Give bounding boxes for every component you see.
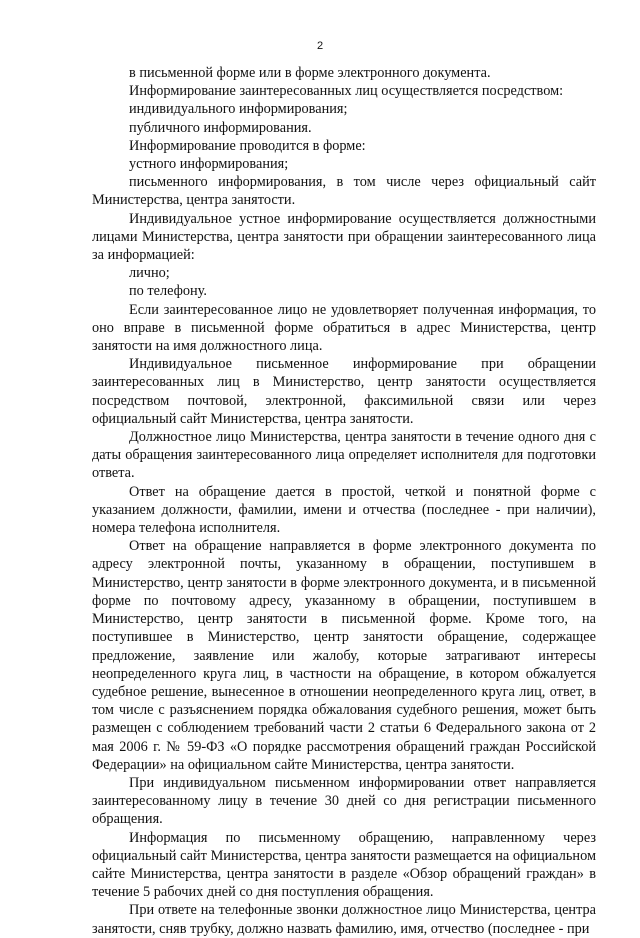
paragraph: Должностное лицо Министерства, центра занятости в течение одного дня с даты обращения заинтересованного лица определяет исполнителя для подготовки ответа. <box>92 429 596 482</box>
document-body <box>92 64 596 938</box>
paragraph: Если заинтересованное лицо не удовлетворяет полученная информация, то оно вправе в письменной форме обратиться в адрес Министерства, центр занятости на имя должностного лица. <box>92 301 596 355</box>
paragraph: Информирование проводится в форме: <box>129 137 366 154</box>
paragraph: Индивидуальное устное информирование осуществляется должностными лицами Министерства, центра занятости при обращении заинтересованного лица за информацией: <box>92 210 596 264</box>
paragraph: лично; <box>129 265 170 282</box>
paragraph: в письменной форме или в форме электронного документа. <box>129 65 491 81</box>
paragraph: письменного информирования, в том числе через официальный сайт Министерства, центра занятости. <box>92 174 596 209</box>
paragraph: Информация по письменному обращению, направленному через официальный сайт Министерства, центра занятости размещается на официальном сайте Министерства, центра занятости в разделе «Обзор обращений граждан» в течение 5 рабочих дней со дня поступления обращения. <box>92 829 596 901</box>
paragraph: устного информирования; <box>129 156 289 173</box>
paragraph: по телефону. <box>129 283 207 300</box>
paragraph: индивидуального информирования; <box>129 101 348 118</box>
paragraph: Ответ на обращение направляется в форме электронного документа по адресу электронной почты, указанному в обращении, поступившем в Министерство, центр занятости в форме электронного документа, и в письменной форме по почтовому адресу, указанному в обращении, поступившем в Министерство, центр занятости в письменной форме. Кроме того, на поступившее в Министерство, центр занятости обращение, содержащее предложение, заявление или жалобу, которые затрагивают интересы неопределенного круга лиц, в частности на обращение, в котором обжалуется судебное решение, вынесенное в отношении неопределенного круга лиц, ответ, в том числе с разъяснением порядка обжалования судебного решения, может быть размещен с соблюдением требований части 2 статьи 6 Федерального закона от 2 мая 2006 г. № 59-ФЗ «О порядке рассмотрения обращений граждан Российской Федерации» на официальном сайте Министерства, центра занятости. <box>92 538 596 773</box>
paragraph: Ответ на обращение дается в простой, четкой и понятной форме с указанием должности, фамилии, имени и отчества (последнее - при наличии), номера телефона исполнителя. <box>92 483 596 537</box>
paragraph: При индивидуальном письменном информировании ответ направляется заинтересованному лицу в течение 30 дней со дня регистрации письменного обращения. <box>92 774 596 828</box>
paragraph: При ответе на телефонные звонки должностное лицо Министерства, центра занятости, сняв трубку, должно назвать фамилию, имя, отчество (последнее - при <box>92 902 596 937</box>
page-number: 2 <box>316 40 324 52</box>
paragraph: публичного информирования. <box>129 119 312 136</box>
paragraph: Информирование заинтересованных лиц осуществляется посредством: <box>129 83 564 100</box>
paragraph: Индивидуальное письменное информирование при обращении заинтересованных лиц в Министерство, центр занятости осуществляется посредством почтовой, электронной, факсимильной связи или через официальный сайт Министерства, центра занятости. <box>92 356 596 427</box>
